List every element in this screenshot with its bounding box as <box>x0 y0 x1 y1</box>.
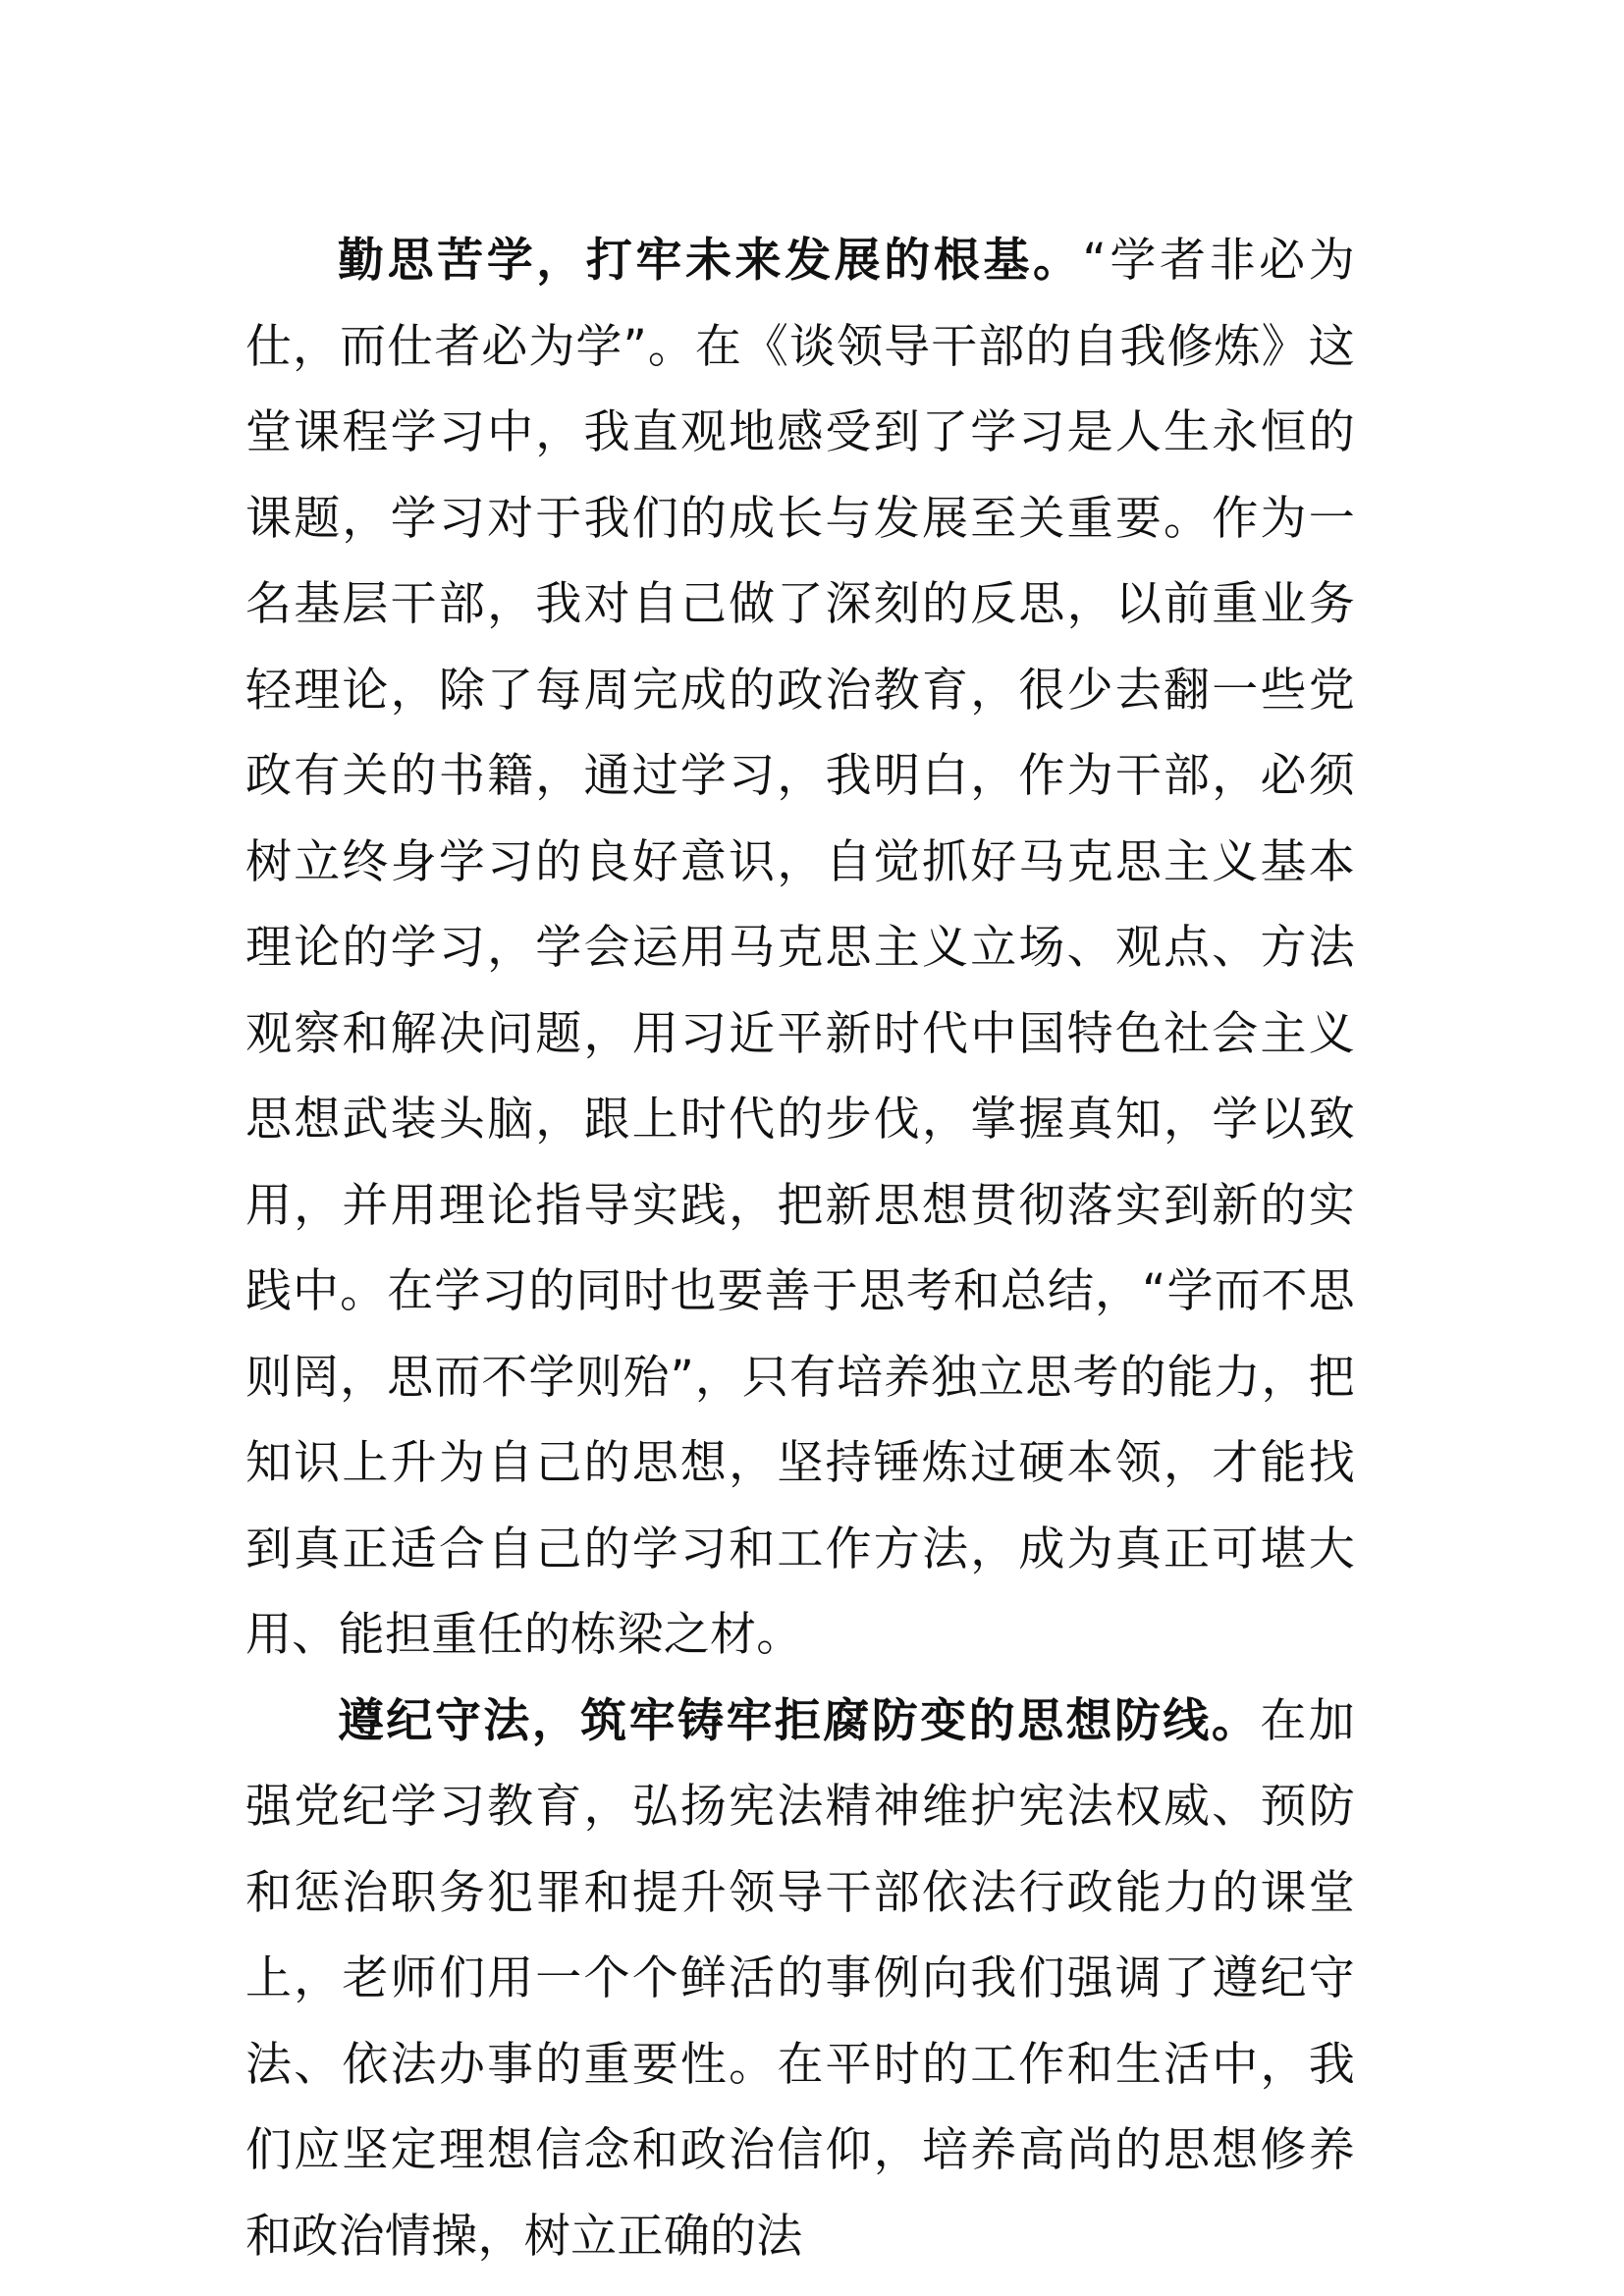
paragraph-2-body: 在加强党纪学习教育，弘扬宪法精神维护宪法权威、预防和惩治职务犯罪和提升领导干部依法行政能力的课堂上，老师们用一个个鲜活的事例向我们强调了遵纪守法、依法办事的重要性。在平时的工作和生活中，我们应坚定理想信念和政治信仰，培养高尚的思想修养和政治情操，树立正确的法 <box>245 1693 1355 2264</box>
paragraph-1 <box>245 218 1355 1679</box>
paragraph-1-heading: 勤思苦学，打牢未来发展的根基。 <box>338 234 1083 288</box>
paragraph-1-body: “学者非必为仕，而仕者必为学”。在《谈领导干部的自我修炼》这堂课程学习中，我直观地感受到了学习是人生永恒的课题，学习对于我们的成长与发展至关重要。作为一名基层干部，我对自己做了深刻的反思，以前重业务轻理论，除了每周完成的政治教育，很少去翻一些党政有关的书籍，通过学习，我明白，作为干部，必须树立终身学习的良好意识，自觉抓好马克思主义基本理论的学习，学会运用马克思主义立场、观点、方法观察和解决问题，用习近平新时代中国特色社会主义思想武装头脑，跟上时代的步伐，掌握真知，学以致用，并用理论指导实践，把新思想贯彻落实到新的实践中。在学习的同时也要善于思考和总结，“学而不思则罔，思而不学则殆”，只有培养独立思考的能力，把知识上升为自己的思想，坚持锤炼过硬本领，才能找到真正适合自己的学习和工作方法，成为真正可堪大用、能担重任的栋梁之材。 <box>245 234 1356 1662</box>
paragraph-2-heading: 遵纪守法，筑牢铸牢拒腐防变的思想防线。 <box>338 1693 1261 1748</box>
document-page <box>245 218 1355 2279</box>
paragraph-2 <box>245 1679 1355 2280</box>
